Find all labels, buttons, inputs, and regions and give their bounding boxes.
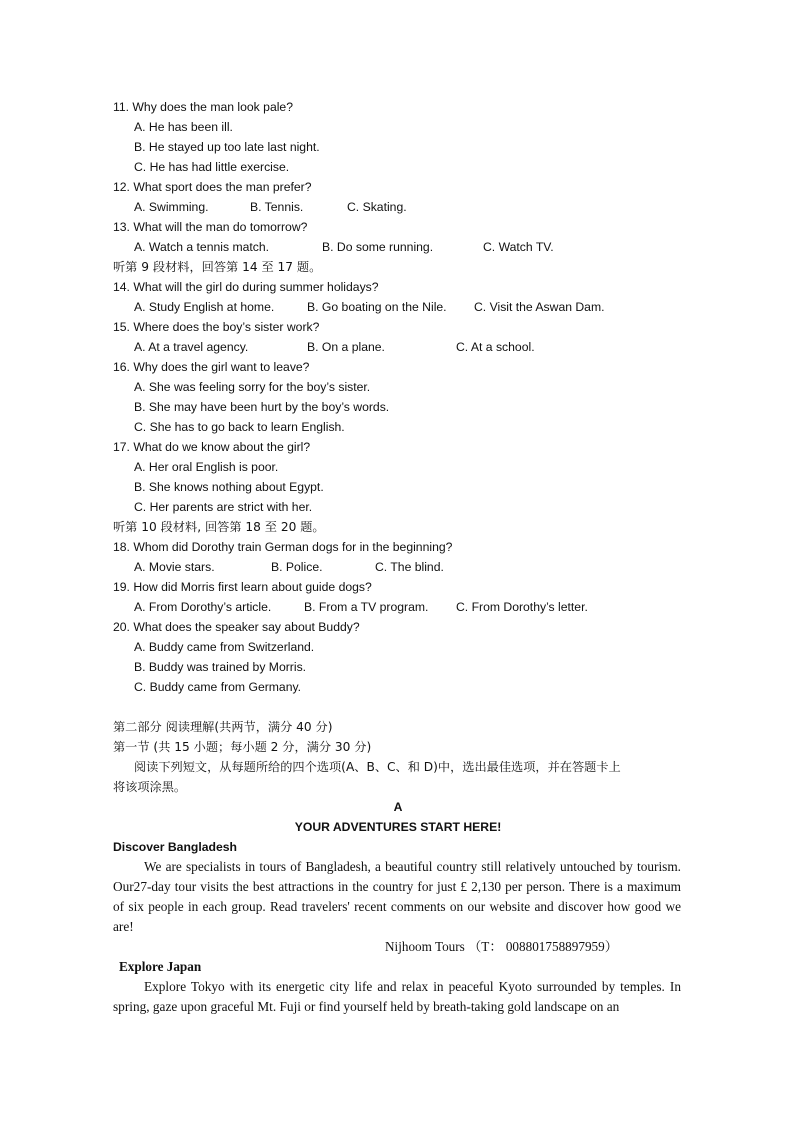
question-13: 13. What will the man do tomorrow? xyxy=(113,220,308,234)
option-20c: C. Buddy came from Germany. xyxy=(134,680,302,694)
option-11b: B. He stayed up too late last night. xyxy=(134,140,320,154)
option-15a: A. At a travel agency. xyxy=(134,340,249,354)
ad-2-body: Explore Tokyo with its energetic city life and relax in peaceful Kyoto surrounded by temples. In spring, gaze upon graceful Mt. Fuji or find yourself held by breath-taking gold landscape on an xyxy=(113,979,681,1014)
question-12: 12. What sport does the man prefer? xyxy=(113,180,312,194)
option-12a: A. Swimming. xyxy=(134,200,209,214)
question-20: 20. What does the speaker say about Buddy? xyxy=(113,620,360,634)
option-17c: C. Her parents are strict with her. xyxy=(134,500,313,514)
option-18c: C. The blind. xyxy=(375,560,444,574)
option-20a: A. Buddy came from Switzerland. xyxy=(134,640,315,654)
option-14c: C. Visit the Aswan Dam. xyxy=(474,300,605,314)
option-16a: A. She was feeling sorry for the boy’s sister. xyxy=(134,380,371,394)
question-14: 14. What will the girl do during summer holidays? xyxy=(113,280,379,294)
option-13a: A. Watch a tennis match. xyxy=(134,240,270,254)
passage-title: YOUR ADVENTURES START HERE! xyxy=(294,820,502,834)
option-13b: B. Do some running. xyxy=(322,240,434,254)
option-16c: C. She has to go back to learn English. xyxy=(134,420,345,434)
question-16: 16. Why does the girl want to leave? xyxy=(113,360,310,374)
option-12b: B. Tennis. xyxy=(250,200,304,214)
instruction-line-2: 将该项涂黑。 xyxy=(113,780,187,794)
question-15: 15. Where does the boy’s sister work? xyxy=(113,320,320,334)
option-13c: C. Watch TV. xyxy=(483,240,554,254)
passage-letter: A xyxy=(393,800,403,814)
option-14b: B. Go boating on the Nile. xyxy=(307,300,447,314)
option-16b: B. She may have been hurt by the boy’s words. xyxy=(134,400,390,414)
option-18a: A. Movie stars. xyxy=(134,560,215,574)
ad-1-contact: Nijhoom Tours （T： 008801758897959） xyxy=(385,939,618,954)
ad-2-heading: Explore Japan xyxy=(119,959,202,974)
option-20b: B. Buddy was trained by Morris. xyxy=(134,660,307,674)
section-10-note: 听第 10 段材料, 回答第 18 至 20 题。 xyxy=(113,520,325,534)
option-12c: C. Skating. xyxy=(347,200,407,214)
option-19c: C. From Dorothy’s letter. xyxy=(456,600,588,614)
option-11a: A. He has been ill. xyxy=(134,120,233,134)
ad-1-heading: Discover Bangladesh xyxy=(113,840,237,854)
section-1-heading: 第一节 (共 15 小题；每小题 2 分，满分 30 分) xyxy=(113,740,372,754)
option-17a: A. Her oral English is poor. xyxy=(134,460,279,474)
option-19b: B. From a TV program. xyxy=(304,600,429,614)
question-19: 19. How did Morris first learn about guide dogs? xyxy=(113,580,372,594)
option-17b: B. She knows nothing about Egypt. xyxy=(134,480,324,494)
section-9-note: 听第 9 段材料，回答第 14 至 17 题。 xyxy=(113,260,322,274)
option-15b: B. On a plane. xyxy=(307,340,385,354)
option-11c: C. He has had little exercise. xyxy=(134,160,290,174)
instruction-line-1: 阅读下列短文，从每题所给的四个选项(A、B、C、和 D)中，选出最佳选项，并在答题卡上 xyxy=(134,760,621,774)
option-18b: B. Police. xyxy=(271,560,323,574)
option-19a: A. From Dorothy’s article. xyxy=(134,600,272,614)
question-17: 17. What do we know about the girl? xyxy=(113,440,311,454)
question-18: 18. Whom did Dorothy train German dogs for in the beginning? xyxy=(113,540,453,554)
ad-1-body: We are specialists in tours of Bangladesh, a beautiful country still relatively untouched by tourism. Our27-day tour visits the best attractions in the country for just £ 2,130 per person. There is a maximum of six people in each group. Read travelers' recent comments on our website and discover how good we are! xyxy=(113,859,681,934)
question-11: 11. Why does the man look pale? xyxy=(113,100,293,114)
option-15c: C. At a school. xyxy=(456,340,535,354)
option-14a: A. Study English at home. xyxy=(134,300,275,314)
part-2-heading: 第二部分 阅读理解(共两节，满分 40 分) xyxy=(113,720,333,734)
